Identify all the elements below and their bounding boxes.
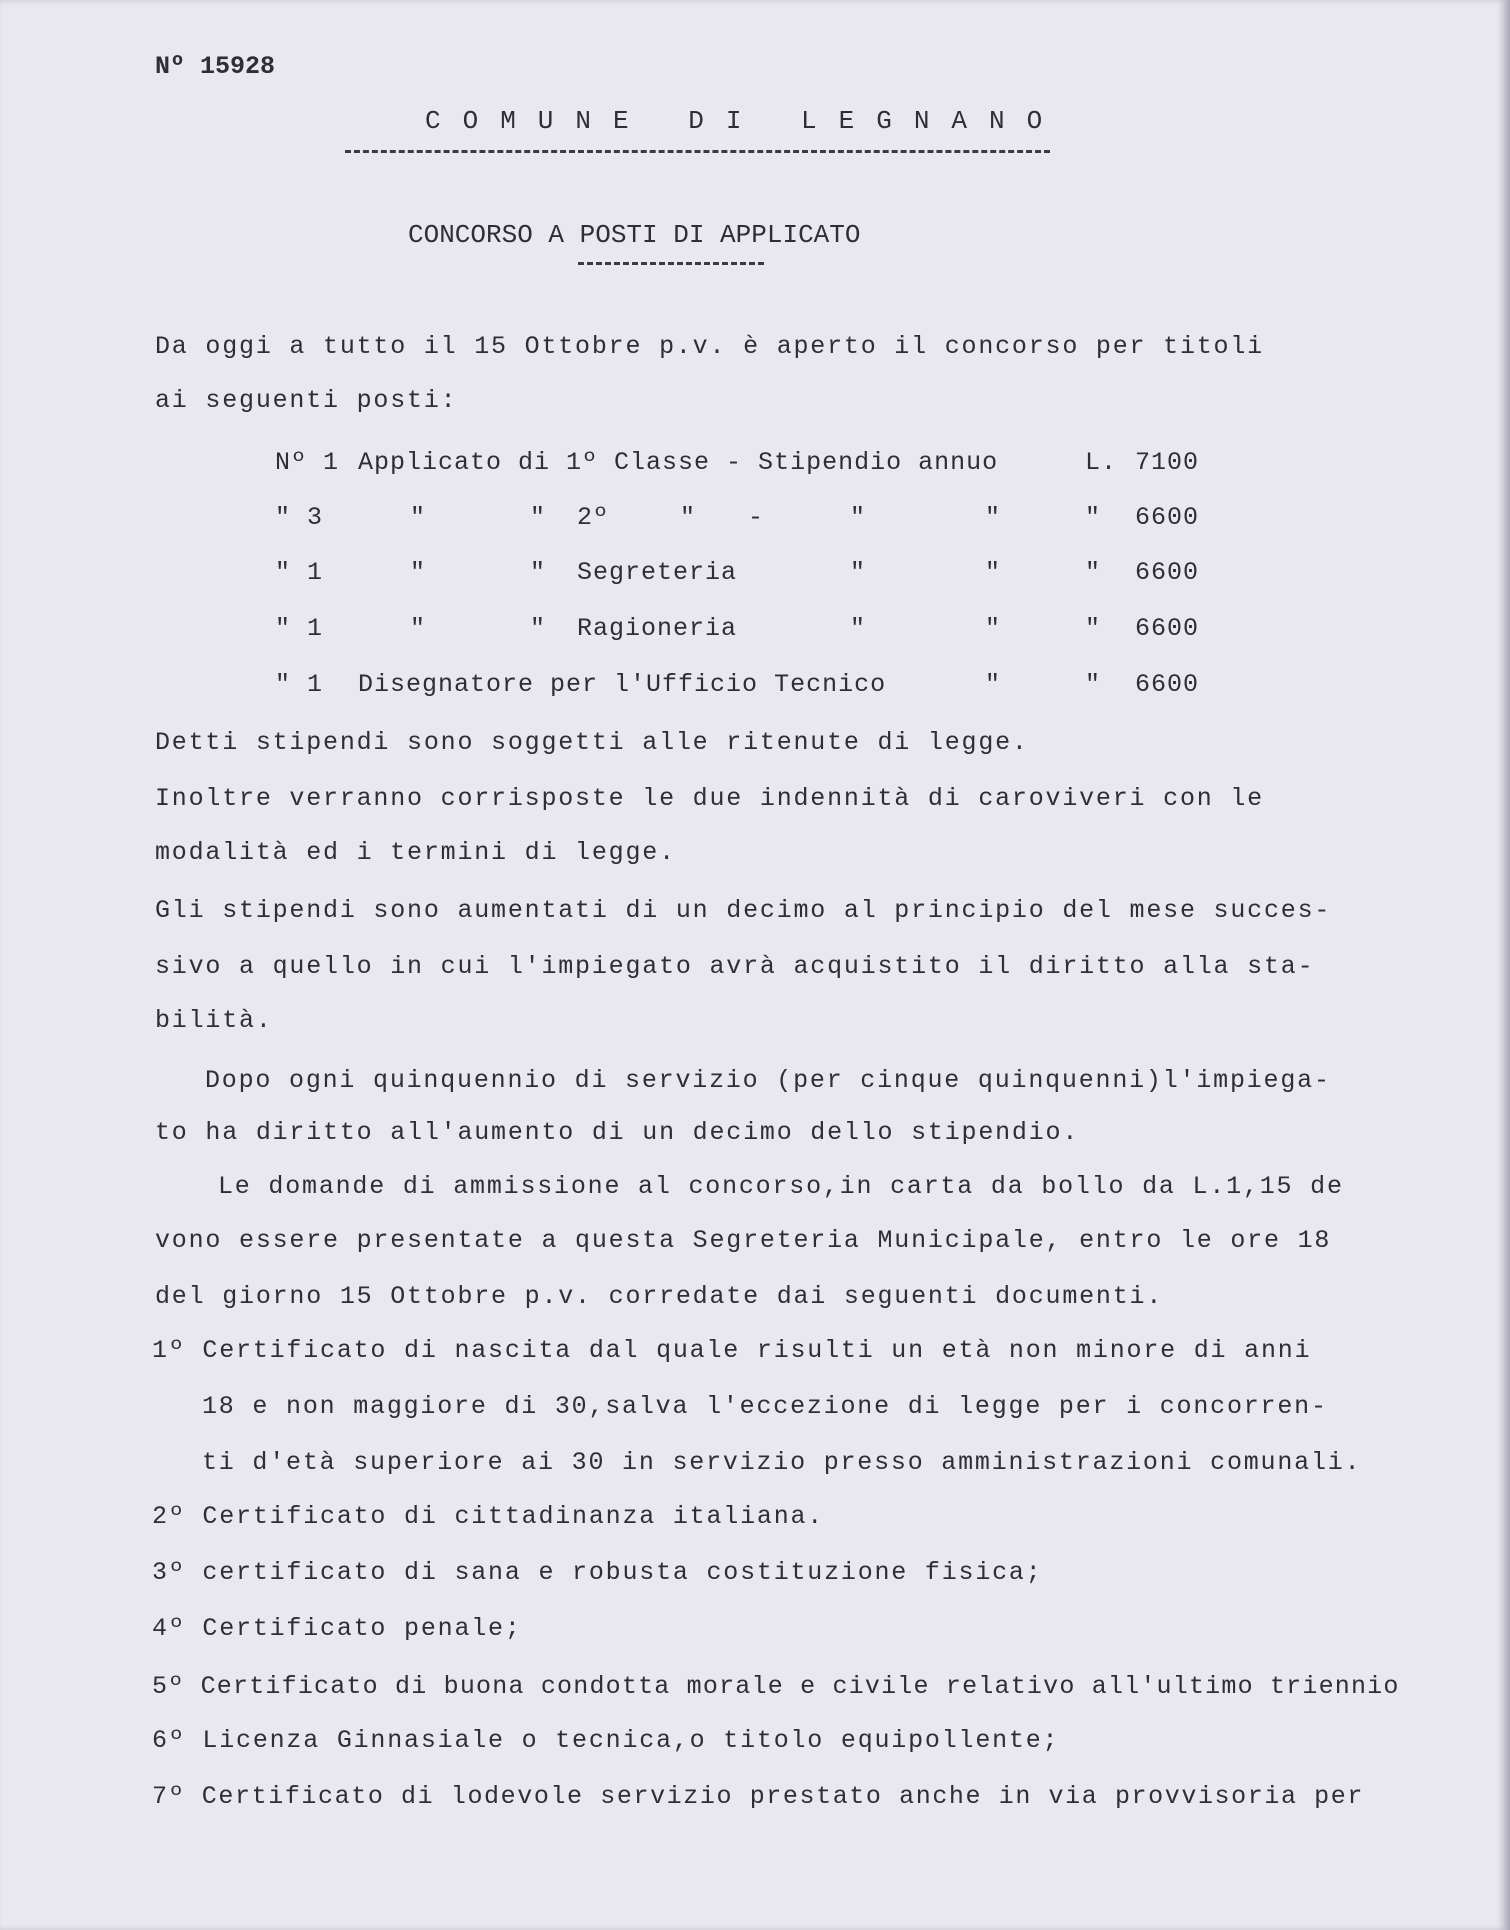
ditto-mark: "	[530, 614, 547, 643]
intro-line: Da oggi a tutto il 15 Ottobre p.v. è aperto il concorso per titoli	[155, 332, 1264, 361]
position-role: Segreteria	[577, 558, 738, 587]
position-currency: "	[1085, 503, 1102, 532]
body-line: Le domande di ammissione al concorso,in carta da bollo da L.1,15 de	[218, 1172, 1344, 1201]
document-title: CONCORSO A POSTI DI APPLICATO	[408, 220, 861, 250]
ditto-mark: "	[410, 558, 427, 587]
ditto-mark: "	[985, 670, 1002, 699]
position-amount: 6600	[1135, 670, 1200, 699]
document-item-continuation: ti d'età superiore ai 30 in servizio presso amministrazioni comunali.	[202, 1448, 1362, 1477]
body-line: modalità ed i termini di legge.	[155, 838, 676, 867]
position-qty: " 1	[275, 670, 324, 699]
document-item: 7º Certificato di lodevole servizio prestato anche in via provvisoria per	[152, 1782, 1364, 1811]
position-qty: " 1	[275, 614, 324, 643]
body-line: Gli stipendi sono aumentati di un decimo al principio del mese succes-	[155, 896, 1332, 925]
position-role: Disegnatore per l'Ufficio Tecnico	[358, 670, 887, 699]
body-line: vono essere presentate a questa Segreteria Municipale, entro le ore 18	[155, 1226, 1332, 1255]
position-role: Applicato di 1º Classe - Stipendio annuo	[358, 448, 999, 477]
ditto-mark: "	[680, 503, 697, 532]
ditto-mark: "	[410, 614, 427, 643]
document-item-continuation: 18 e non maggiore di 30,salva l'eccezione di legge per i concorren-	[202, 1392, 1328, 1421]
document-item: 4º Certificato penale;	[152, 1614, 522, 1643]
position-amount: 6600	[1135, 558, 1200, 587]
position-currency: "	[1085, 670, 1102, 699]
position-amount: 6600	[1135, 614, 1200, 643]
document-item: 6º Licenza Ginnasiale o tecnica,o titolo equipollente;	[152, 1726, 1060, 1755]
position-role: Ragioneria	[577, 614, 738, 643]
position-amount: 6600	[1135, 503, 1200, 532]
position-role: 2º	[577, 503, 610, 532]
ditto-mark: "	[985, 503, 1002, 532]
ditto-mark: "	[985, 558, 1002, 587]
position-currency: "	[1085, 614, 1102, 643]
position-qty: " 3	[275, 503, 324, 532]
document-item: 3º certificato di sana e robusta costituzione fisica;	[152, 1558, 1043, 1587]
ditto-mark: "	[850, 503, 867, 532]
document-number: Nº 15928	[155, 52, 276, 81]
body-line: Detti stipendi sono soggetti alle ritenute di legge.	[155, 728, 1029, 757]
body-line: sivo a quello in cui l'impiegato avrà acquistito il diritto alla sta-	[155, 952, 1315, 981]
position-currency: "	[1085, 558, 1102, 587]
ditto-mark: "	[410, 503, 427, 532]
document-item: 1º Certificato di nascita dal quale risulti un età non minore di anni	[152, 1336, 1312, 1365]
body-line: to ha diritto all'aumento di un decimo dello stipendio.	[155, 1118, 1080, 1147]
header-underline	[345, 150, 1050, 153]
header-title: COMUNE DI LEGNANO	[425, 106, 1065, 136]
body-line: bilità.	[155, 1006, 273, 1035]
ditto-mark: "	[850, 614, 867, 643]
ditto-mark: "	[850, 558, 867, 587]
body-line: Inoltre verranno corrisposte le due indennità di caroviveri con le	[155, 784, 1264, 813]
body-line: Dopo ogni quinquennio di servizio (per cinque quinquenni)l'impiega-	[205, 1066, 1331, 1095]
dash-mark: -	[748, 503, 765, 532]
document-item: 2º Certificato di cittadinanza italiana.	[152, 1502, 825, 1531]
intro-line: ai seguenti posti:	[155, 386, 458, 415]
body-line: del giorno 15 Ottobre p.v. corredate dai seguenti documenti.	[155, 1282, 1164, 1311]
ditto-mark: "	[530, 503, 547, 532]
title-underline	[578, 262, 764, 265]
position-qty: Nº 1	[275, 448, 340, 477]
position-currency: L.	[1085, 448, 1118, 477]
position-qty: " 1	[275, 558, 324, 587]
document-item: 5º Certificato di buona condotta morale e civile relativo all'ultimo triennio	[152, 1672, 1400, 1701]
page-edge	[1504, 0, 1510, 1930]
ditto-mark: "	[530, 558, 547, 587]
ditto-mark: "	[985, 614, 1002, 643]
position-amount: 7100	[1135, 448, 1200, 477]
